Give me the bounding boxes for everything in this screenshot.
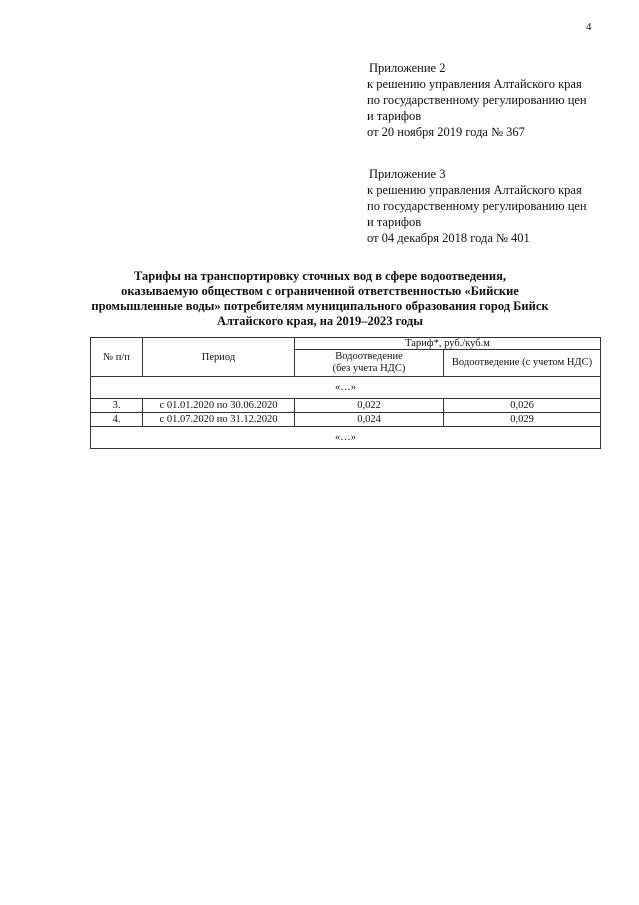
ellipsis-cell: «…» xyxy=(91,377,601,399)
title-line: промышленные воды» потребителям муниципального образования город Бийск xyxy=(91,299,549,313)
header-without-vat xyxy=(295,350,444,377)
cell-period: с 01.07.2020 по 31.12.2020 xyxy=(143,413,295,427)
table-row-ellipsis xyxy=(91,427,601,449)
ellipsis-cell: «…» xyxy=(91,427,601,449)
cell-without-vat: 0,024 xyxy=(295,413,444,427)
header-without-vat-line2: (без учета НДС) xyxy=(332,363,406,374)
appendix-3-title: Приложение 3 xyxy=(369,167,446,181)
document-title xyxy=(60,269,580,329)
cell-with-vat: 0,026 xyxy=(444,399,601,413)
table-header-row xyxy=(91,338,601,350)
title-line: Алтайского края, на 2019–2023 годы xyxy=(216,314,424,328)
header-period: Период xyxy=(143,338,295,377)
cell-without-vat: 0,022 xyxy=(295,399,444,413)
appendix-3-line: и тарифов xyxy=(367,215,422,229)
appendix-2-line: и тарифов xyxy=(367,109,422,123)
appendix-3-date: от 04 декабря 2018 года № 401 xyxy=(367,231,530,245)
appendix-3-line: по государственному регулированию цен xyxy=(367,199,587,213)
appendix-2-date: от 20 ноября 2019 года № 367 xyxy=(367,125,525,139)
title-line: оказываемую обществом с ограниченной ответственностью «Бийские xyxy=(121,284,519,298)
cell-num: 4. xyxy=(91,413,143,427)
cell-num: 3. xyxy=(91,399,143,413)
tariff-table xyxy=(90,337,601,449)
header-without-vat-line1: Водоотведение xyxy=(335,351,403,362)
table-row xyxy=(91,413,601,427)
appendix-3-line: к решению управления Алтайского края xyxy=(367,183,582,197)
header-num: № п/п xyxy=(91,338,143,377)
table-row xyxy=(91,399,601,413)
page-number: 4 xyxy=(586,21,592,33)
appendix-2-header xyxy=(367,60,617,140)
cell-with-vat: 0,029 xyxy=(444,413,601,427)
table-row-ellipsis xyxy=(91,377,601,399)
header-with-vat: Водоотведение (с учетом НДС) xyxy=(444,350,601,377)
appendix-2-title: Приложение 2 xyxy=(369,61,446,75)
title-line: Тарифы на транспортировку сточных вод в сфере водоотведения, xyxy=(134,269,506,283)
appendix-2-line: к решению управления Алтайского края xyxy=(367,77,582,91)
appendix-2-line: по государственному регулированию цен xyxy=(367,93,587,107)
appendix-3-header xyxy=(367,166,617,246)
cell-period: с 01.01.2020 по 30.06.2020 xyxy=(143,399,295,413)
header-tariff-group: Тариф*, руб./куб.м xyxy=(295,338,601,350)
